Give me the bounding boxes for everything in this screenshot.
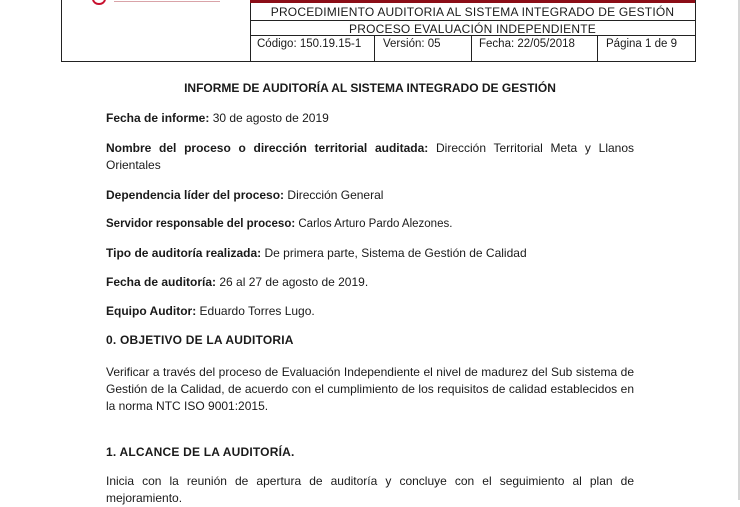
- logo-cell: [62, 0, 251, 61]
- section-objective-text: Verificar a través del proceso de Evaluación Independiente el nivel de madurez del Sub sistema de Gestión de la Calidad, de acuerdo con el cumplimiento de los requisitos de calidad establecidos en la norma NTC ISO 9001:2015.: [106, 365, 634, 413]
- field-value: Eduardo Torres Lugo.: [196, 304, 315, 318]
- logo-underline: [114, 1, 220, 2]
- document-meta-row: [250, 36, 695, 61]
- field-label: Servidor responsable del proceso:: [106, 218, 296, 230]
- document-code: Código: 150.19.15-1: [257, 38, 362, 50]
- section-scope-text: Inicia con la reunión de apertura de auditoría y concluye con el seguimiento al plan de mejoramiento.: [106, 474, 634, 505]
- field-value: 26 al 27 de agosto de 2019.: [216, 275, 369, 289]
- page-number: Página 1 de 9: [597, 36, 695, 61]
- procedure-title: PROCEDIMIENTO AUDITORIA AL SISTEMA INTEGRADO DE GESTIÓN: [250, 4, 695, 21]
- field-value: Dirección Territorial Meta y Llanos Orientales: [106, 141, 635, 172]
- section-scope-heading: 1. ALCANCE DE LA AUDITORÍA.: [106, 445, 295, 459]
- process-name: PROCESO EVALUACIÓN INDEPENDIENTE: [250, 21, 695, 36]
- field-label: Fecha de auditoría:: [106, 275, 217, 289]
- field-label: Nombre del proceso o dirección territorial auditada:: [106, 141, 429, 155]
- field-label: Tipo de auditoría realizada:: [106, 246, 262, 260]
- field-label: Fecha de informe:: [106, 111, 210, 125]
- report-title: INFORME DE AUDITORÍA AL SISTEMA INTEGRADO DE GESTIÓN: [184, 81, 556, 95]
- brand-bar: [250, 0, 695, 3]
- logo: [92, 0, 106, 5]
- field-value: Carlos Arturo Pardo Alezones.: [295, 218, 453, 230]
- field-responsible-servant: [106, 216, 634, 233]
- field-audit-type: [106, 245, 634, 262]
- field-label: Dependencia líder del proceso:: [106, 188, 285, 202]
- document-date: Fecha: 22/05/2018: [471, 36, 597, 61]
- field-audit-team: [106, 303, 634, 320]
- field-value: De primera parte, Sistema de Gestión de Calidad: [261, 246, 527, 260]
- field-lead-dependency: [106, 187, 634, 204]
- field-process-name: [106, 140, 634, 174]
- field-value: 30 de agosto de 2019: [209, 111, 329, 125]
- section-objective-heading: 0. OBJETIVO DE LA AUDITORIA: [106, 333, 294, 347]
- field-value: Dirección General: [284, 188, 384, 202]
- field-report-date: [106, 110, 634, 127]
- document-header: [61, 0, 696, 62]
- field-label: Equipo Auditor:: [106, 304, 197, 318]
- document-version: Versión: 05: [374, 36, 471, 61]
- field-audit-date: [106, 274, 634, 291]
